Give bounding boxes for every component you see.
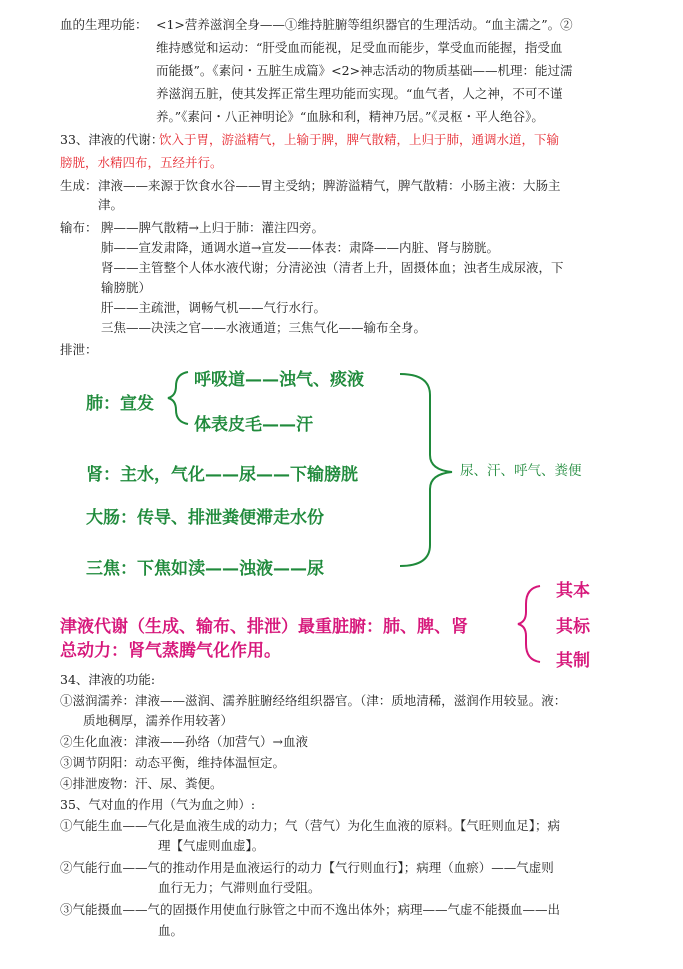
section-35-line: ③气能摄血——气的固摄作用使血行脉管之中而不逸出体外；病理——气虚不能摄血——出 bbox=[60, 902, 561, 917]
diagram-outputs: 尿、汗、呼气、粪便 bbox=[460, 463, 582, 479]
distribution-line: 肾——主管整个人体水液代谢；分清泌浊（清者上升，固摄体血；浊者生成尿液，下 bbox=[101, 260, 564, 275]
generation-line: 津液——来源于饮食水谷——胃主受纳；脾游溢精气，脾气散精：小肠主液：大肠主 bbox=[98, 178, 561, 193]
diagram-lung-lower: 体表皮毛——汗 bbox=[194, 415, 313, 435]
distribution-line: 脾——脾气散精→上归于肺：灌注四旁。 bbox=[101, 220, 324, 235]
roles-brace bbox=[518, 586, 540, 662]
section-34-line: 质地稠厚，濡养作用较著） bbox=[83, 713, 234, 728]
blood-function-line: 维持感觉和运动：“肝受血而能视，足受血而能步，掌受血而能握，指受血 bbox=[156, 40, 563, 55]
section-33-red-line: 饮入于胃，游溢精气，上输于脾，脾气散精，上归于肺，通调水道，下输 bbox=[159, 132, 560, 147]
blood-function-line: <1>营养滋润全身——①维持脏腑等组织器官的生理活动。“血主濡之”。② bbox=[156, 17, 573, 32]
section-35-line: ①气能生血——气化是血液生成的动力；气（营气）为化生血液的原料。【气旺则血足】；病 bbox=[60, 818, 561, 833]
section-34-line: ③调节阴阳：动态平衡，维持体温恒定。 bbox=[60, 755, 286, 770]
section-34-line: ①滋润濡养：津液——滋润、濡养脏腑经络组织器官。（津：质地清稀，滋润作用较显。液： bbox=[60, 693, 567, 708]
section-35-title: 35、气对血的作用（气为血之帅）: bbox=[60, 797, 256, 812]
section-34-title: 34、津液的功能: bbox=[60, 672, 156, 687]
role-label: 其制 bbox=[556, 651, 590, 671]
generation-label: 生成： bbox=[60, 178, 98, 193]
excretion-label: 排泄： bbox=[60, 342, 98, 357]
role-label: 其标 bbox=[556, 617, 590, 637]
summary-line: 津液代谢（生成、输布、排泄）最重脏腑：肺、脾、肾 bbox=[60, 617, 468, 637]
blood-function-line: 而能摄”。《素问・五脏生成篇》<2>神志活动的物质基础——机理：能过濡 bbox=[156, 63, 573, 78]
organs-brace bbox=[400, 374, 452, 566]
summary-line: 总动力：肾气蒸腾气化作用。 bbox=[60, 641, 281, 661]
diagram-lung-upper: 呼吸道——浊气、痰液 bbox=[194, 370, 364, 390]
section-35-line: ②气能行血——气的推动作用是血液运行的动力【气行则血行】；病理（血瘀）——气虚则 bbox=[60, 860, 554, 875]
section-33-red-line: 膀胱，水精四布，五经并行。 bbox=[60, 155, 223, 170]
lung-brace bbox=[168, 372, 188, 424]
blood-function-label: 血的生理功能： bbox=[60, 17, 148, 32]
section-34-line: ④排泄废物：汗、尿、粪便。 bbox=[60, 776, 223, 791]
distribution-label: 输布： bbox=[60, 220, 98, 235]
distribution-line: 输膀胱） bbox=[101, 280, 152, 295]
blood-function-line: 养滋润五脏，使其发挥正常生理功能而实现。“血气者，人之神，不可不谨 bbox=[156, 86, 563, 101]
section-33-title: 33、津液的代谢： bbox=[60, 132, 164, 147]
section-34-line: ②生化血液：津液——孙络（加营气）→血液 bbox=[60, 734, 308, 749]
diagram-kidney: 肾：主水，气化——尿——下输膀胱 bbox=[86, 465, 358, 485]
diagram-large-intestine: 大肠：传导、排泄粪便滞走水份 bbox=[86, 508, 324, 528]
section-35-line: 血。 bbox=[158, 923, 184, 938]
distribution-line: 肺——宣发肃降，通调水道→宣发——体表：肃降——内脏、肾与膀胱。 bbox=[101, 240, 499, 255]
blood-function-line: 养。”《素问・八正神明论》“血脉和利，精神乃居。”《灵枢・平人绝谷》。 bbox=[156, 109, 544, 124]
diagram-lung-label: 肺：宣发 bbox=[86, 394, 154, 414]
generation-line: 津。 bbox=[98, 197, 124, 212]
distribution-line: 肝——主疏泄，调畅气机——气行水行。 bbox=[101, 300, 327, 315]
distribution-line: 三焦——决渎之官——水液通道；三焦气化——输布全身。 bbox=[101, 320, 427, 335]
role-label: 其本 bbox=[556, 581, 590, 601]
diagram-sanjiao: 三焦：下焦如渎——浊液——尿 bbox=[86, 559, 324, 579]
section-35-line: 理【气虚则血虚】。 bbox=[158, 838, 265, 853]
section-35-line: 血行无力；气滞则血行受阻。 bbox=[158, 880, 321, 895]
